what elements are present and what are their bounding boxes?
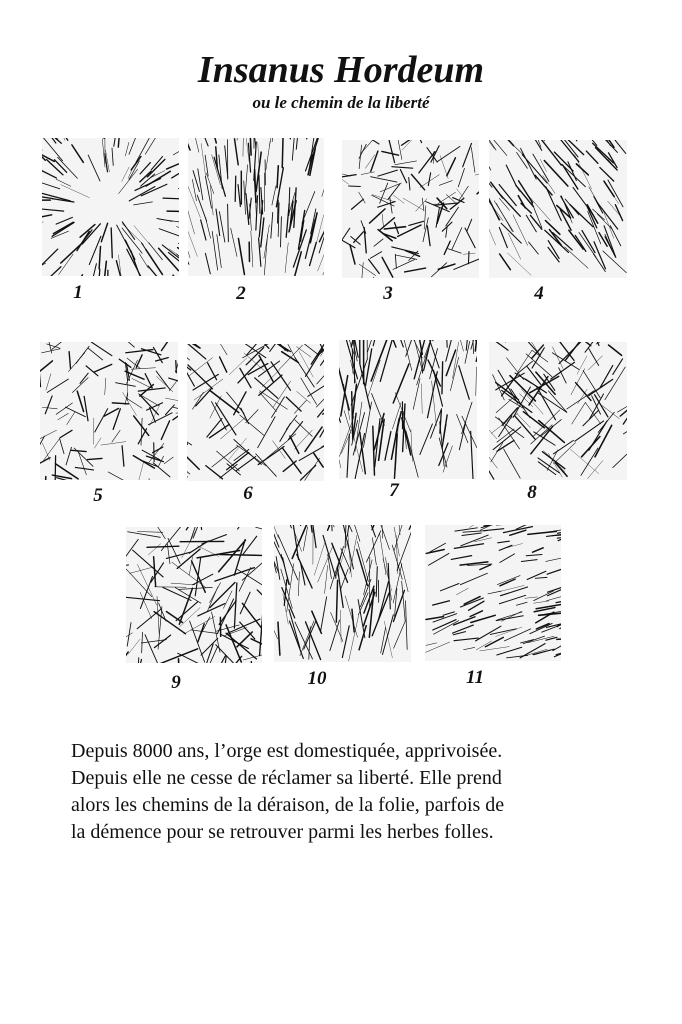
plate-number-11: 11 bbox=[466, 667, 484, 688]
plate-number-2: 2 bbox=[236, 283, 246, 304]
barley-photo-7 bbox=[339, 340, 477, 479]
plate-number-6: 6 bbox=[243, 483, 253, 504]
plate-number-1: 1 bbox=[73, 282, 83, 303]
barley-photo-2 bbox=[188, 138, 324, 276]
barley-photo-4 bbox=[489, 140, 627, 278]
barley-photo-5 bbox=[40, 342, 178, 480]
plate-number-9: 9 bbox=[171, 672, 181, 693]
page-subtitle: ou le chemin de la liberté bbox=[252, 93, 430, 112]
barley-photo-10 bbox=[274, 525, 411, 662]
body-line: Depuis 8000 ans, l’orge est domestiquée, apprivoisée. bbox=[71, 740, 503, 762]
barley-photo-1 bbox=[42, 138, 179, 276]
barley-photo-3 bbox=[342, 140, 479, 278]
barley-photo-8 bbox=[489, 342, 627, 480]
plate-number-4: 4 bbox=[534, 283, 544, 304]
barley-photo-9 bbox=[126, 527, 262, 663]
plate-number-7: 7 bbox=[389, 480, 399, 501]
plate-number-8: 8 bbox=[527, 482, 537, 503]
body-line: Depuis elle ne cesse de réclamer sa liberté. Elle prend bbox=[71, 767, 502, 789]
plate-number-5: 5 bbox=[93, 485, 103, 506]
body-paragraph bbox=[71, 738, 631, 846]
plate-number-10: 10 bbox=[307, 668, 327, 689]
page-title: Insanus Hordeum bbox=[197, 49, 485, 91]
body-line: alors les chemins de la déraison, de la folie, parfois de bbox=[71, 794, 505, 816]
plate-number-3: 3 bbox=[383, 283, 393, 304]
barley-photo-11 bbox=[425, 525, 561, 661]
barley-photo-6 bbox=[187, 344, 324, 481]
body-line: la démence pour se retrouver parmi les herbes folles. bbox=[71, 821, 494, 843]
